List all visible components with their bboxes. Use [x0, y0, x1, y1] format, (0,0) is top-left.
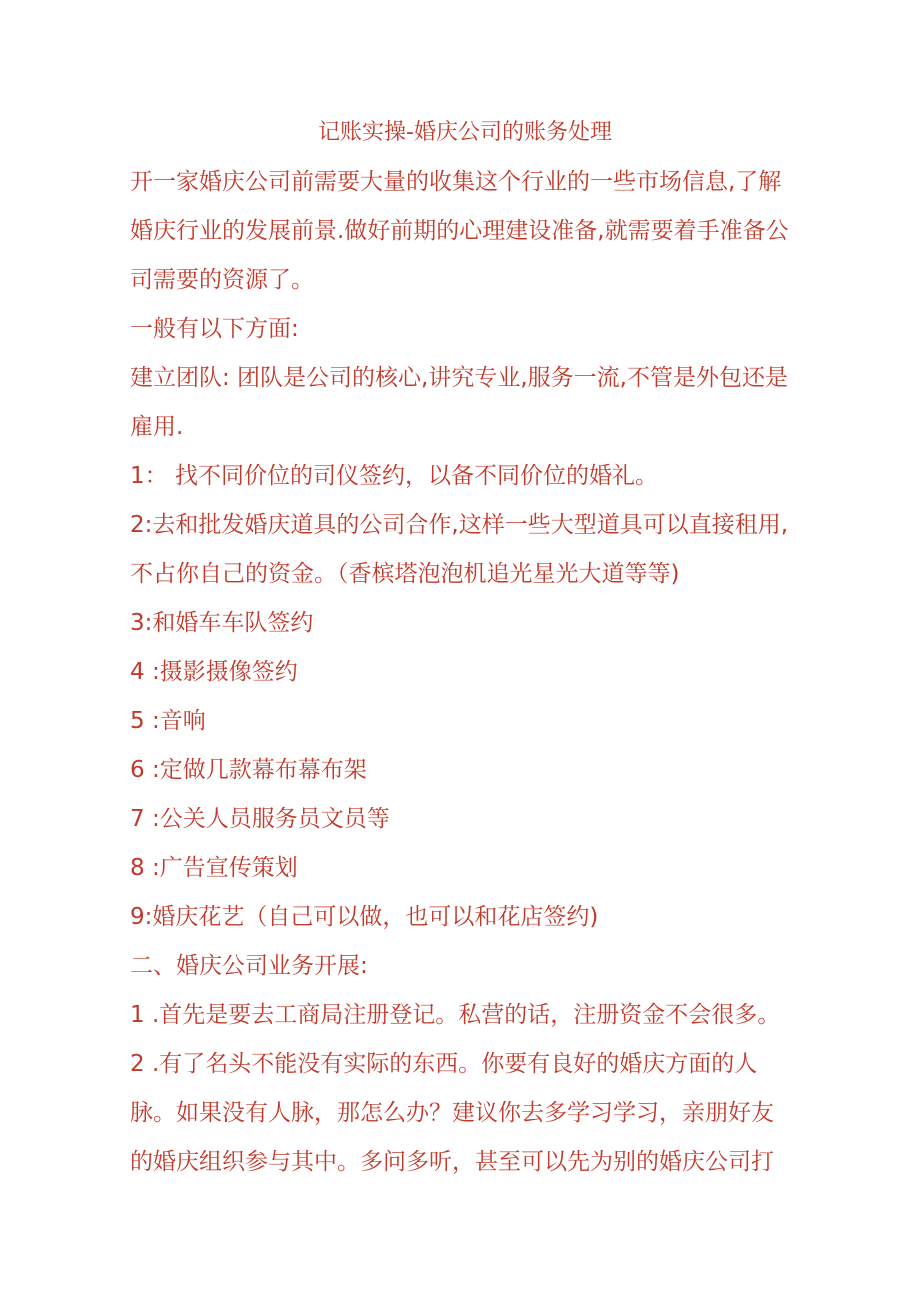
text-line: 司需要的资源了。: [130, 267, 314, 293]
list-item-9: [130, 893, 800, 942]
text-line: 7 :公关人员服务员文员等: [130, 806, 390, 832]
document-title: 记账实操-婚庆公司的账务处理: [318, 120, 612, 145]
text-line: 二、婚庆公司业务开展:: [130, 953, 368, 979]
list-item-2: [130, 501, 800, 599]
list-item-5: [130, 697, 800, 746]
business-item-1: [130, 991, 800, 1040]
list-item-6: [130, 746, 800, 795]
text-line: 脉。如果没有人脉，那怎么办？建议你去多学习学习，亲朋好友: [130, 1100, 774, 1126]
text-line: 2:去和批发婚庆道具的公司合作,这样一些大型道具可以直接租用,: [130, 512, 789, 538]
text-line: 的婚庆组织参与其中。多问多听，甚至可以先为别的婚庆公司打: [130, 1149, 774, 1175]
text-line: 一般有以下方面:: [130, 316, 299, 342]
text-line: 5 :音响: [130, 708, 206, 734]
list-item-8: [130, 844, 800, 893]
section-heading-business: [130, 942, 800, 991]
paragraph-intro: [130, 158, 800, 305]
text-line: 不占你自己的资金。（香槟塔泡泡机追光星光大道等等): [130, 561, 680, 587]
list-item-4: [130, 648, 800, 697]
text-line: 8 :广告宣传策划: [130, 855, 298, 881]
list-item-1: [130, 452, 800, 501]
text-line: 1： 找不同价位的司仪签约，以备不同价位的婚礼。: [130, 463, 658, 489]
paragraph-aspects-heading: [130, 305, 800, 354]
text-line: 1 .首先是要去工商局注册登记。私营的话，注册资金不会很多。: [130, 1002, 781, 1028]
text-line: 开一家婚庆公司前需要大量的收集这个行业的一些市场信息,了解: [130, 169, 782, 195]
text-line: 6 :定做几款幕布幕布架: [130, 757, 367, 783]
text-line: 4 :摄影摄像签约: [130, 659, 298, 685]
business-item-2: [130, 1040, 800, 1187]
text-line: 婚庆行业的发展前景.做好前期的心理建设准备,就需要着手准备公: [130, 218, 789, 244]
list-item-3: [130, 599, 800, 648]
list-item-7: [130, 795, 800, 844]
text-line: 3:和婚车车队签约: [130, 610, 314, 636]
document-body: [130, 118, 800, 1187]
text-line: 建立团队: 团队是公司的核心,讲究专业,服务一流,不管是外包还是: [130, 365, 788, 391]
text-line: 9:婚庆花艺（自己可以做，也可以和花店签约): [130, 904, 599, 930]
text-line: 雇用.: [130, 414, 184, 440]
paragraph-build-team: [130, 354, 800, 452]
text-line: 2 .有了名头不能没有实际的东西。你要有良好的婚庆方面的人: [130, 1051, 758, 1077]
